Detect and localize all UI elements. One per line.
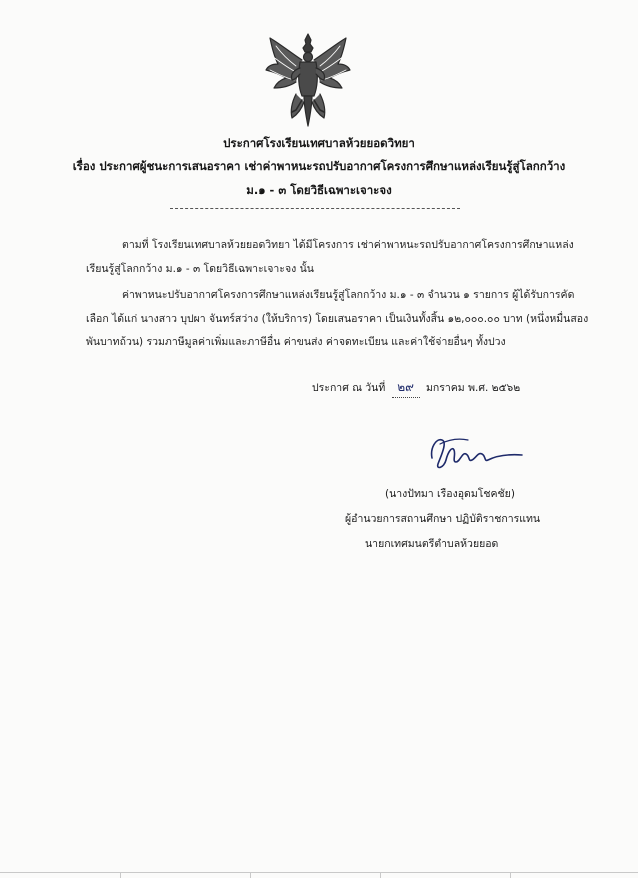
date-day-handwritten: ๒๙ xyxy=(392,378,420,398)
scan-edge-mark xyxy=(250,872,251,878)
scan-edge-mark xyxy=(120,872,121,878)
announcement-title: ประกาศโรงเรียนเทศบาลห้วยยอดวิทยา xyxy=(223,136,415,150)
body-paragraph-1-line-1: ตามที่ โรงเรียนเทศบาลห้วยยอดวิทยา ได้มีโครงการ เช่าค่าพาหนะรถปรับอากาศโครงการศึกษาแหล่ง xyxy=(122,239,574,251)
scan-edge-mark xyxy=(510,872,511,878)
signatory-position: ผู้อำนวยการสถานศึกษา ปฏิบัติราชการแทน xyxy=(345,513,541,525)
body-paragraph-1-line-2: เรียนรู้สู่โลกกว้าง ม.๑ - ๓ โดยวิธีเฉพาะเจาะจง นั้น xyxy=(86,263,314,275)
signatory-name: (นางปัทมา เรืองอุดมโชคชัย) xyxy=(385,488,515,500)
body-paragraph-2-line-2: เลือก ได้แก่ นางสาว บุปผา จันทร์สว่าง (ให้บริการ) โดยเสนอราคา เป็นเงินทั้งสิ้น ๑๒,๐๐๐.๐๐ บาท (หนึ่งหมื่นสอง xyxy=(86,313,589,325)
scan-edge-mark xyxy=(380,872,381,878)
garuda-emblem-icon xyxy=(262,30,354,130)
handwritten-signature-icon xyxy=(418,428,528,478)
scan-bottom-edge xyxy=(0,872,638,873)
body-paragraph-2-line-3: พันบาทถ้วน) รวมภาษีมูลค่าเพิ่มและภาษีอื่น ค่าขนส่ง ค่าจดทะเบียน และค่าใช้จ่ายอื่นๆ ทั้งปวง xyxy=(86,336,506,348)
signatory-acting-for: นายกเทศมนตรีตำบลห้วยยอด xyxy=(365,538,499,550)
separator-rule xyxy=(170,208,460,209)
announcement-subject-continued: ม.๑ - ๓ โดยวิธีเฉพาะเจาะจง xyxy=(246,183,392,197)
date-prefix: ประกาศ ณ วันที่ xyxy=(312,382,386,394)
announcement-date xyxy=(312,378,520,398)
date-suffix: มกราคม พ.ศ. ๒๕๖๒ xyxy=(425,382,521,394)
body-paragraph-2-line-1: ค่าพาหนะปรับอากาศโครงการศึกษาแหล่งเรียนรู้สู่โลกกว้าง ม.๑ - ๓ จำนวน ๑ รายการ ผู้ได้รับการคัด xyxy=(122,289,575,301)
announcement-subject: เรื่อง ประกาศผู้ชนะการเสนอราคา เช่าค่าพาหนะรถปรับอากาศโครงการศึกษาแหล่งเรียนรู้สู่โลกกว้าง xyxy=(72,159,566,173)
